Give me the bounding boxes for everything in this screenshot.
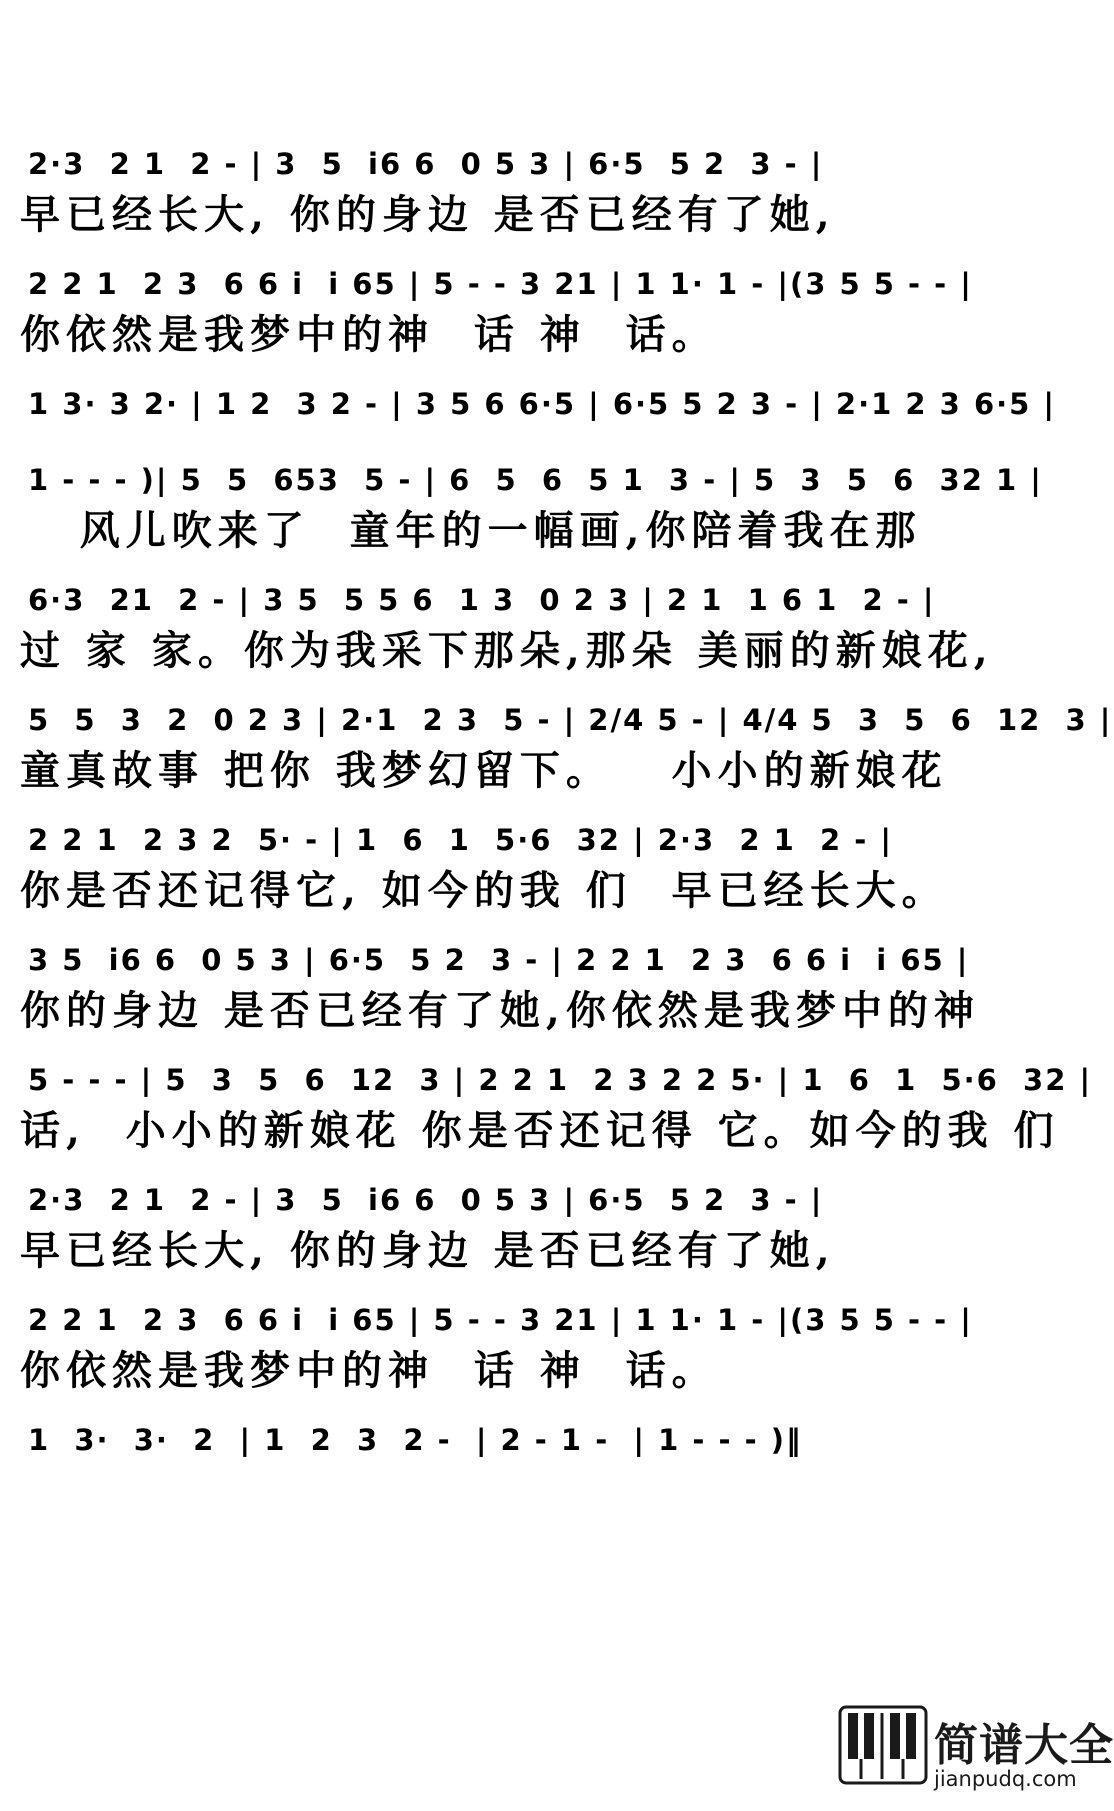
notation-line: 2 2 1 2 3 6 6 i i 65 | 5 - - 3 21 | 1 1· 1 - |(3 5 5 - - | <box>28 267 973 301</box>
score-system-2 <box>0 230 1080 358</box>
notation-line: 1 - - - )| 5 5 653 5 - | 6 5 6 5 1 3 - | 5 3 5 6 32 1 | <box>28 463 1043 497</box>
score-system-12 <box>0 1386 1080 1506</box>
notation-line: 6·3 21 2 - | 3 5 5 5 6 1 3 0 2 3 | 2 1 1 6 1 2 - | <box>28 583 936 617</box>
score-system-7 <box>0 786 1080 914</box>
notation-line: 5 - - - | 5 3 5 6 12 3 | 2 2 1 2 3 2 2 5· | 1 6 1 5·6 32 | <box>28 1063 1093 1097</box>
notation-line: 2 2 1 2 3 6 6 i i 65 | 5 - - 3 21 | 1 1· 1 - |(3 5 5 - - | <box>28 1303 973 1337</box>
score-system-11 <box>0 1266 1080 1394</box>
lyrics-line: 早已经长大, 你的身边 是否已经有了她, <box>20 1227 836 1274</box>
site-logo[interactable] <box>838 1705 1114 1805</box>
score-system-8 <box>0 906 1080 1034</box>
lyrics-line: 你的身边 是否已经有了她,你依然是我梦中的神 <box>20 987 980 1034</box>
lyrics-line: 话, 小小的新娘花 你是否还记得 它。如今的我 们 <box>20 1107 1060 1154</box>
notation-line: 3 5 i6 6 0 5 3 | 6·5 5 2 3 - | 2 2 1 2 3 6 6 i i 65 | <box>28 943 970 977</box>
lyrics-line: 童真故事 把你 我梦幻留下。 小小的新娘花 <box>20 747 948 794</box>
notation-line: 5 5 3 2 0 2 3 | 2·1 2 3 5 - | 2/4 5 - | 4/4 5 3 5 6 12 3 | <box>28 703 1113 737</box>
score-system-3 <box>0 350 1080 426</box>
score-system-1 <box>0 110 1080 238</box>
score-system-4 <box>0 426 1080 554</box>
notation-line: 1 3· 3 2· | 1 2 3 2 - | 3 5 6 6·5 | 6·5 5 2 3 - | 2·1 2 3 6·5 | <box>28 387 1057 421</box>
lyrics-line: 你依然是我梦中的神 话 神 话。 <box>20 311 718 358</box>
lyrics-line: 风儿吹来了 童年的一幅画,你陪着我在那 <box>20 507 922 554</box>
lyrics-line: 你依然是我梦中的神 话 神 话。 <box>20 1347 718 1394</box>
notation-line: 1 3· 3· 2 | 1 2 3 2 - | 2 - 1 - | 1 - - - )‖ <box>28 1423 803 1457</box>
lyrics-line: 过 家 家。你为我采下那朵,那朵 美丽的新娘花, <box>20 627 994 674</box>
piano-keys-icon <box>838 1705 928 1785</box>
notation-line: 2·3 2 1 2 - | 3 5 i6 6 0 5 3 | 6·5 5 2 3 - | <box>28 147 824 181</box>
lyrics-line: 你是否还记得它, 如今的我 们 早已经长大。 <box>20 867 948 914</box>
notation-line: 2 2 1 2 3 2 5· - | 1 6 1 5·6 32 | 2·3 2 1 2 - | <box>28 823 893 857</box>
notation-line: 2·3 2 1 2 - | 3 5 i6 6 0 5 3 | 6·5 5 2 3 - | <box>28 1183 824 1217</box>
lyrics-line: 早已经长大, 你的身边 是否已经有了她, <box>20 191 836 238</box>
logo-url: jianpudq.com <box>934 1767 1077 1791</box>
score-system-9 <box>0 1026 1093 1154</box>
score-system-6 <box>0 666 1113 794</box>
logo-title: 简谱大全 <box>934 1720 1114 1771</box>
score-system-5 <box>0 546 1080 674</box>
jianpu-score <box>0 110 1113 1506</box>
score-system-10 <box>0 1146 1080 1274</box>
